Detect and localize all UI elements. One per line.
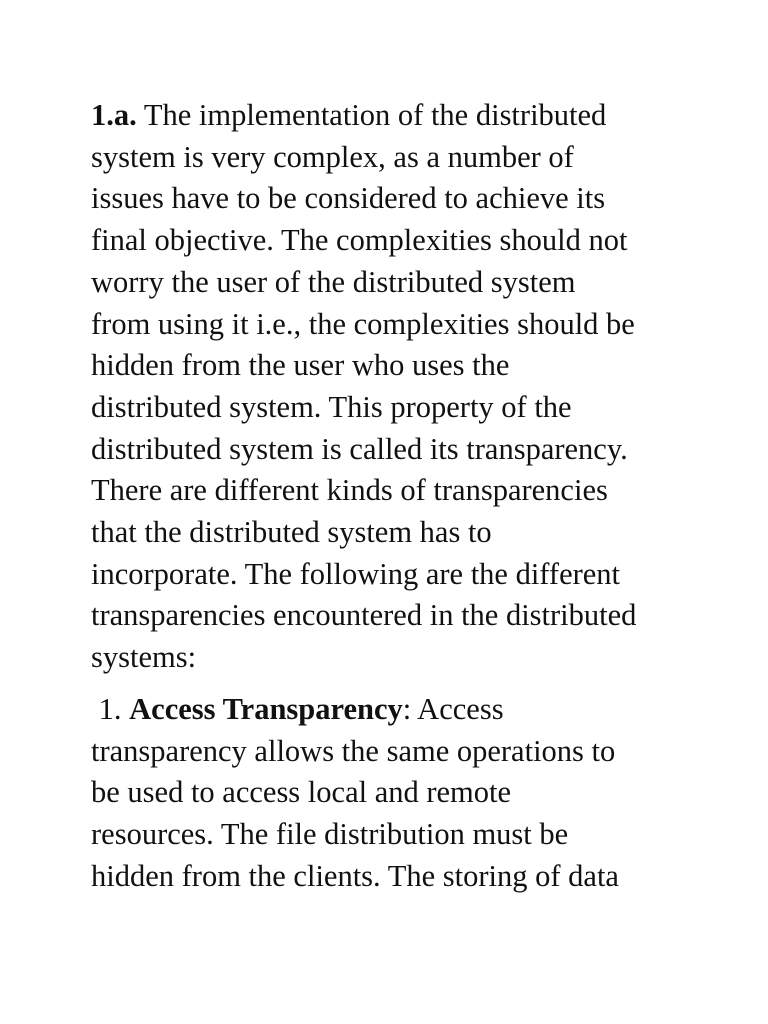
list-item-access-transparency: [91, 689, 691, 898]
paragraph-line: transparencies encountered in the distributed: [91, 598, 637, 633]
paragraph-line: There are different kinds of transparencies: [91, 473, 608, 508]
paragraph-spacer: [91, 679, 691, 689]
paragraph-line: 1.a. The implementation of the distributed: [91, 98, 607, 132]
paragraph-line: distributed system is called its transparency.: [91, 431, 628, 466]
paragraph-line: worry the user of the distributed system: [91, 264, 576, 299]
paragraph-line: issues have to be considered to achieve its: [91, 181, 606, 216]
paragraph-line: distributed system. This property of the: [91, 389, 572, 424]
list-item-line: transparency allows the same operations to: [91, 733, 616, 768]
list-item-line: resources. The file distribution must be: [91, 816, 569, 851]
paragraph-line: system is very complex, as a number of: [91, 139, 574, 174]
list-item-term: Access Transparency: [129, 691, 403, 726]
paragraph-line: from using it i.e., the complexities should be: [91, 306, 635, 341]
list-item-line: hidden from the clients. The storing of data: [91, 858, 619, 893]
document-page: [91, 95, 691, 897]
paragraph-line: that the distributed system has to: [91, 515, 492, 550]
paragraph-line: incorporate. The following are the different: [91, 556, 621, 591]
paragraph-line: final objective. The complexities should not: [91, 223, 628, 258]
list-item-first-line: 1. Access Transparency: Access: [91, 691, 504, 726]
list-item-line: be used to access local and remote: [91, 775, 512, 810]
list-number: 1.: [91, 691, 130, 726]
section-label: 1.a.: [91, 98, 137, 132]
paragraph-line: systems:: [91, 640, 197, 675]
intro-paragraph: [91, 95, 691, 679]
paragraph-line: hidden from the user who uses the: [91, 348, 510, 383]
